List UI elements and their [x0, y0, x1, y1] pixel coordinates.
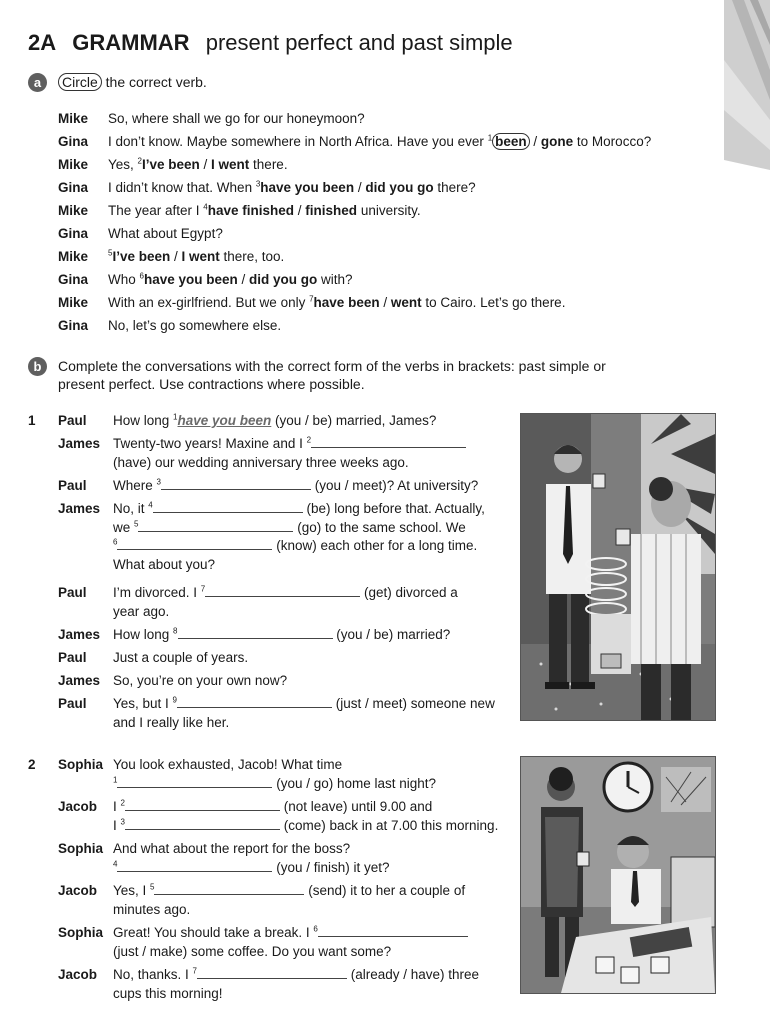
unit-code: 2A [28, 30, 57, 55]
verb-option[interactable]: did you go [249, 272, 318, 287]
answer-blank[interactable] [178, 626, 333, 639]
party-illustration [520, 413, 716, 721]
exercise-a-instruction: a Circle the correct verb. [28, 73, 728, 93]
conversation-1: 1 Paul How long $^1$have you been (you / be) married, James? James Twenty-two years! Maxine and I $^2$ (have) our wedding anniversary three weeks ago. Paul Where $^3$ (you / meet)? At university? James No, it $^4$ (be) long before that. Actually, we $^5$ (go) to the same school. We $^6$ (know) each other for a long time. What about you? Paul I’m divorced. I $^7$ (get) divorced a year ago. James How long $^8$ (you / be) married? Paul Just a couple of years. James So, you’re on your own now? Paul Yes, but I $^9$ (just / meet) someone new and I really like her. [28, 412, 508, 737]
dialogue-turn: Paul Just a couple of years. [58, 650, 249, 665]
dialogue-turn: Jacob No, thanks. I $^7$ (already / have) three cups this morning! [58, 966, 480, 1001]
verb-option[interactable]: did you go [365, 180, 434, 195]
exercise-a-badge: a [28, 73, 47, 92]
answer-blank[interactable] [125, 817, 280, 830]
dialogue-turn: James How long $^8$ (you / be) married? [58, 626, 451, 642]
answer-blank[interactable] [205, 584, 360, 597]
answer-blank[interactable] [125, 798, 280, 811]
answer-blank[interactable] [154, 882, 304, 895]
example-answer: have you been [177, 413, 272, 428]
answer-blank[interactable] [117, 859, 272, 872]
answer-blank[interactable] [177, 695, 332, 708]
answer-blank[interactable] [161, 477, 311, 490]
verb-option[interactable]: finished [305, 203, 358, 218]
dialogue-line: Mike The year after I $^4$have finished / finished university. [58, 202, 421, 218]
dialogue-turn: Sophia And what about the report for the boss? $^4$ (you / finish) it yet? [58, 841, 390, 875]
verb-option[interactable]: I’ve been [141, 157, 200, 172]
exercise-a-dialogue [58, 110, 718, 340]
verb-option[interactable]: went [390, 295, 422, 310]
answer-blank[interactable] [311, 435, 466, 448]
office-illustration [520, 756, 716, 994]
verb-option[interactable]: have finished [207, 203, 295, 218]
dialogue-turn: James No, it $^4$ (be) long before that. Actually, we $^5$ (go) to the same school. We $^6$ (know) each other for a long time. What about you? [58, 500, 485, 572]
verb-option[interactable]: I went [211, 157, 250, 172]
page-subtitle: present perfect and past simple [205, 30, 513, 55]
dialogue-line: Mike So, where shall we go for our honeymoon? [58, 111, 365, 126]
dialogue-line: Gina I don’t know. Maybe somewhere in North Africa. Have you ever $^1$ been / gone to Morocco? [58, 133, 652, 149]
dialogue-turn: Sophia You look exhausted, Jacob! What time $^1$ (you / go) home last night? [58, 757, 437, 791]
verb-option[interactable]: I went [181, 249, 220, 264]
exercise-b-instruction: b Complete the conversations with the correct form of the verbs in brackets: past simple or present perfect. Use contractions where possible. [28, 357, 728, 395]
dialogue-turn: Sophia Great! You should take a break. I $^6$ (just / make) some coffee. Do you want some? [28, 924, 508, 966]
dialogue-line: Gina I didn’t know that. When $^3$have you been / did you go there? [58, 179, 476, 195]
dialogue-line: Gina What about Egypt? [58, 226, 223, 241]
exercise-b-badge: b [28, 357, 47, 376]
dialogue-line: Mike $^5$I’ve been / I went there, too. [58, 248, 285, 264]
verb-option[interactable]: gone [540, 134, 574, 149]
page-title [28, 30, 513, 56]
conversation-2: 2 Sophia You look exhausted, Jacob! What time $^1$ (you / go) home last night? Jacob I $^2$ (not leave) until 9.00 and I $^3$ (come) back in at 7.00 this morning. Sophia And what about the report for the boss? $^4$ (you / finish) it yet? Jacob Yes, I $^5$ (send) it to her a couple of minutes ago. Sophia Great! You should take a break. I $^6$ (just / make) some coffee. Do you want some? Jacob No, thanks. I $^7$ (already / have) three cups this morning! [28, 756, 508, 1008]
answer-blank[interactable] [117, 775, 272, 788]
dialogue-turn: Paul I’m divorced. I $^7$ (get) divorced a year ago. [58, 584, 458, 619]
circled-word: Circle [58, 73, 102, 91]
dialogue-line: Gina Who $^6$have you been / did you go with? [58, 271, 353, 287]
corner-stripes-decoration [724, 0, 770, 170]
answer-blank[interactable] [197, 966, 347, 979]
dialogue-turn: Paul Where $^3$ (you / meet)? At university? [58, 477, 479, 493]
answer-blank[interactable] [318, 924, 468, 937]
dialogue-turn: Paul Yes, but I $^9$ (just / meet) someone new and I really like her. [58, 695, 495, 730]
dialogue-line: Mike Yes, $^2$I’ve been / I went there. [58, 156, 288, 172]
dialogue-line: Mike With an ex-girlfriend. But we only $^7$have been / went to Cairo. Let’s go there. [58, 294, 566, 310]
section-label: GRAMMAR [72, 30, 190, 55]
verb-option[interactable]: have you been [143, 272, 238, 287]
verb-option[interactable]: have you been [260, 180, 355, 195]
answer-blank[interactable] [138, 519, 293, 532]
verb-option[interactable]: I’ve been [112, 249, 171, 264]
dialogue-turn: Jacob I $^2$ (not leave) until 9.00 and I $^3$ (come) back in at 7.00 this morning. [58, 798, 499, 833]
dialogue-turn: James Twenty-two years! Maxine and I $^2$ (have) our wedding anniversary three weeks ago. [28, 435, 508, 477]
dialogue-turn: Paul How long $^1$have you been (you / be) married, James? [58, 412, 437, 428]
circled-answer[interactable]: been [492, 133, 530, 150]
dialogue-turn: James So, you’re on your own now? [58, 673, 288, 688]
dialogue-line: Gina No, let’s go somewhere else. [58, 318, 282, 333]
answer-blank[interactable] [117, 537, 272, 550]
verb-option[interactable]: have been [313, 295, 380, 310]
dialogue-turn: Jacob Yes, I $^5$ (send) it to her a couple of minutes ago. [58, 882, 466, 917]
answer-blank[interactable] [153, 500, 303, 513]
